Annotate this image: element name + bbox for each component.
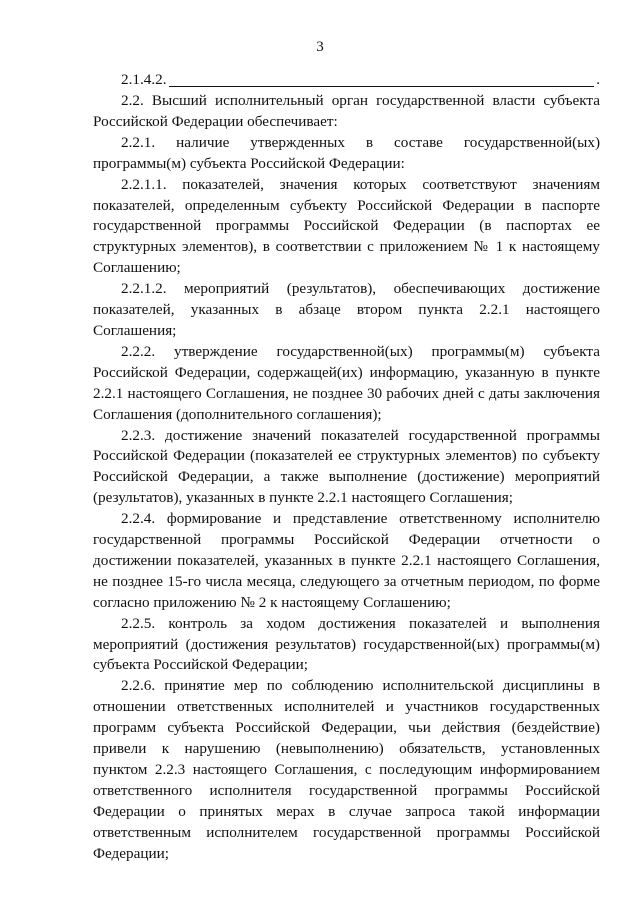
- paragraph-2-2-2: 2.2.2. утверждение государственной(ых) программы(м) субъекта Российской Федерации, содержащей(их) информацию, указанную в пункте 2.2.1 настоящего Соглашения, не позднее 30 рабочих дней с даты заключения Соглашения (дополнительного соглашения);: [93, 342, 600, 423]
- paragraph-2-2-3: 2.2.3. достижение значений показателей государственной программы Российской Федерации (показателей ее структурных элементов) по субъекту Российской Федерации, а также выполнение (достижение) мероприятий (результатов), указанных в пункте 2.2.1 настоящего Соглашения;: [93, 426, 600, 507]
- paragraph-2-2-4: 2.2.4. формирование и представление ответственному исполнителю государственной программы Российской Федерации отчетности о достижении показателей, указанных в пункте 2.2.1 настоящего Соглашения, не позднее 15-го числа месяца, следующего за отчетным периодом, по форме согласно приложению № 2 к настоящему Соглашению;: [93, 510, 600, 611]
- paragraph-2-2-1-2: 2.2.1.2. мероприятий (результатов), обеспечивающих достижение показателей, указанных в абзаце втором пункта 2.2.1 настоящего Соглашения;: [93, 280, 600, 339]
- paragraph-2-2-1-1: 2.2.1.1. показателей, значения которых соответствуют значениям показателей, определенным субъекту Российской Федерации в паспорте государственной программы Российской Федерации (в паспортах ее структурных элементов), в соответствии с приложением № 1 к настоящему Соглашению;: [93, 175, 600, 277]
- page-number: 3: [316, 39, 324, 55]
- paragraph-2-2-1: 2.2.1. наличие утвержденных в составе государственной(ых) программы(м) субъекта Российской Федерации:: [93, 133, 600, 172]
- document-body: [93, 70, 600, 865]
- clause-end-punctuation: .: [596, 71, 600, 89]
- blank-fill-line: [169, 85, 595, 87]
- paragraph-2-2-6: 2.2.6. принятие мер по соблюдению исполнительской дисциплины в отношении ответственных исполнителей и участников государственных программ субъекта Российской Федерации, чьи действия (бездействие) привели к нарушению (невыполнению) обязательств, установленных пунктом 2.2.3 настоящего Соглашения, с последующим информированием ответственного исполнителя государственной программы Российской Федерации о принятых мерах в случае запроса такой информации ответственным исполнителем государственной программы Российской Федерации;: [93, 677, 600, 862]
- paragraph-2-2-5: 2.2.5. контроль за ходом достижения показателей и выполнения мероприятий (достижения результатов) государственной(ых) программы(м) субъекта Российской Федерации;: [93, 614, 600, 674]
- paragraph-2-2: 2.2. Высший исполнительный орган государственной власти субъекта Российской Федерации обеспечивает:: [93, 92, 600, 130]
- clause-number-2-1-4-2: 2.1.4.2.: [121, 71, 167, 89]
- paragraph-2-1-4-2: [93, 70, 600, 91]
